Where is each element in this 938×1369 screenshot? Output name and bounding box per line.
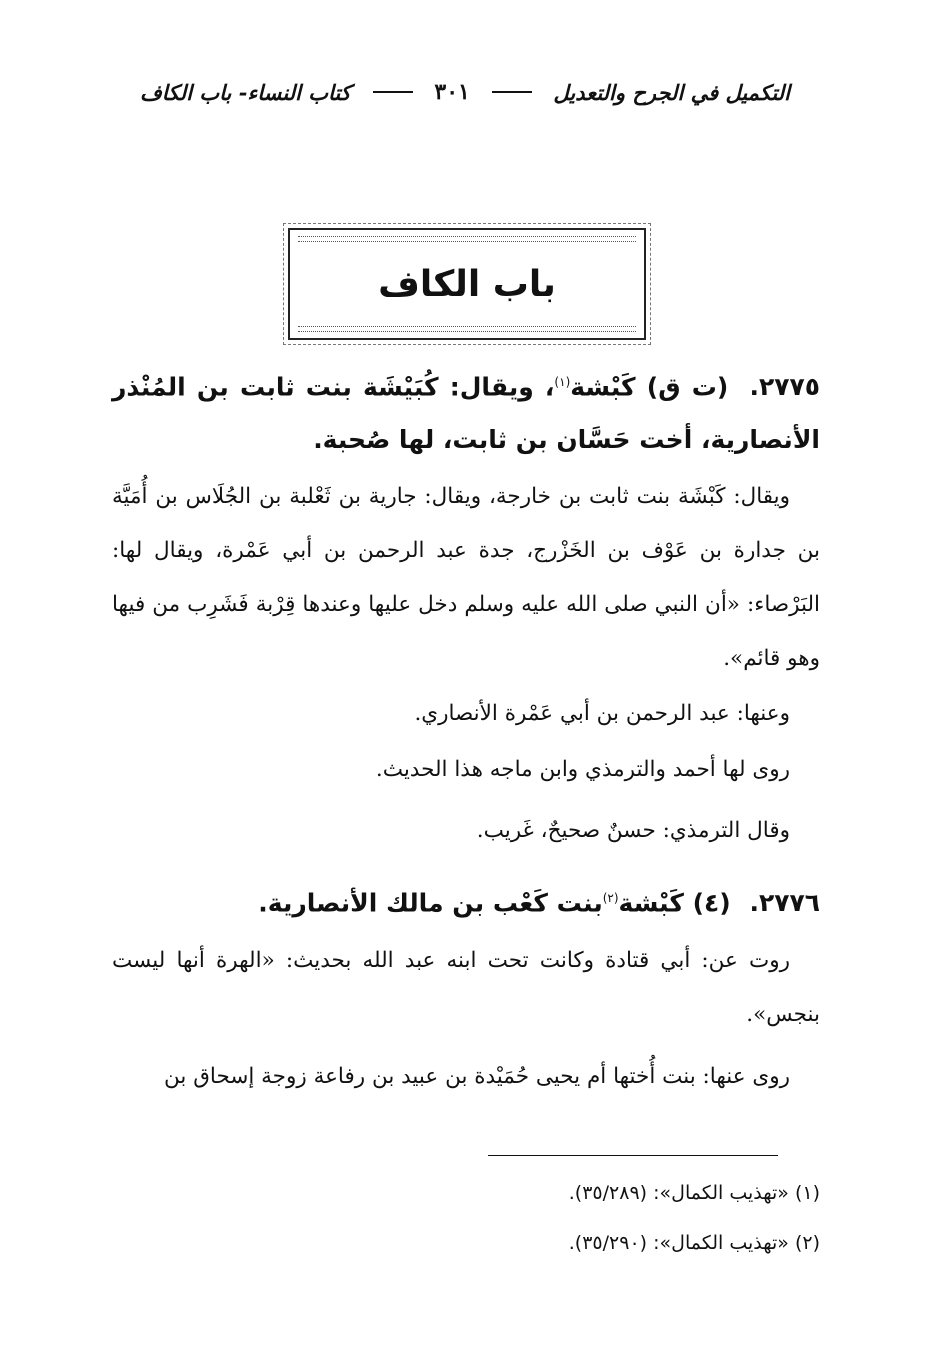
chapter-title-frame bbox=[288, 228, 646, 340]
footnotes bbox=[569, 1168, 820, 1268]
header-book-title: التكميل في الجرح والتعديل bbox=[553, 79, 790, 105]
header-rule bbox=[492, 91, 532, 93]
paragraph-text: ويقال: كَبْشَة بنت ثابت بن خارجة، ويقال: جارية بن ثَعْلبة بن الجُلَاس بن أُمَيَّة بن جدارة بن عَوْف بن الخَزْرج، جدة عبد الرحمن بن أبي عَمْرة، ويقال لها: البَرْصاء: «أن النبي صلى الله عليه وسلم دخل عليها وعندها قِرْبة فَشَرِب من فيها وهو قائم». bbox=[112, 484, 820, 671]
entry-name: (ت ق) كَبْشة bbox=[570, 372, 729, 402]
footnote: (٢) «تهذيب الكمال»: (٣٥/٢٩٠). bbox=[568, 1232, 820, 1254]
entry-heading bbox=[112, 872, 820, 929]
entry-paragraph bbox=[112, 470, 820, 686]
entry-paragraph bbox=[112, 687, 820, 741]
entry-description: بنت كَعْب بن مالك الأنصارية. bbox=[258, 888, 603, 918]
header-section: كتاب النساء- باب الكاف bbox=[140, 79, 351, 105]
entry-paragraph bbox=[112, 743, 820, 797]
footnote: (١) «تهذيب الكمال»: (٣٥/٢٨٩). bbox=[568, 1182, 820, 1204]
footnote-marker: (٢) bbox=[602, 891, 619, 905]
page-number: ٣٠١ bbox=[434, 79, 470, 105]
paragraph-text: روى لها أحمد والترمذي وابن ماجه هذا الحديث. bbox=[375, 757, 790, 782]
entry-number: ٢٧٧٥. bbox=[749, 372, 821, 402]
chapter-title: باب الكاف bbox=[378, 263, 556, 305]
entry-paragraph bbox=[112, 934, 820, 1042]
paragraph-text: روى عنها: بنت أُختها أم يحيى حُمَيْدة بن عبيد بن رفاعة زوجة إسحاق بن bbox=[164, 1064, 790, 1089]
entry-description: ، ويقال: كُبَيْشَة بنت ثابت بن المُنْذر الأنصارية، أخت حَسَّان بن ثابت، لها صُحبة. bbox=[112, 372, 820, 455]
paragraph-text: وقال الترمذي: حسنٌ صحيحٌ، غَريب. bbox=[476, 818, 790, 843]
running-header bbox=[140, 72, 790, 112]
entry-heading bbox=[112, 356, 820, 466]
header-rule bbox=[373, 91, 413, 93]
paragraph-text: روت عن: أبي قتادة وكانت تحت ابنه عبد الله بحديث: «الهرة أنها ليست بنجس». bbox=[112, 948, 820, 1027]
entry-paragraph bbox=[112, 1050, 820, 1104]
entry-number: ٢٧٧٦. bbox=[749, 888, 820, 918]
footnote-separator bbox=[488, 1155, 778, 1156]
footnote-marker: (١) bbox=[554, 375, 571, 389]
paragraph-text: وعنها: عبد الرحمن بن أبي عَمْرة الأنصاري. bbox=[414, 701, 790, 726]
entry-paragraph bbox=[112, 804, 820, 858]
entry-name: (٤) كَبْشة bbox=[618, 888, 731, 918]
